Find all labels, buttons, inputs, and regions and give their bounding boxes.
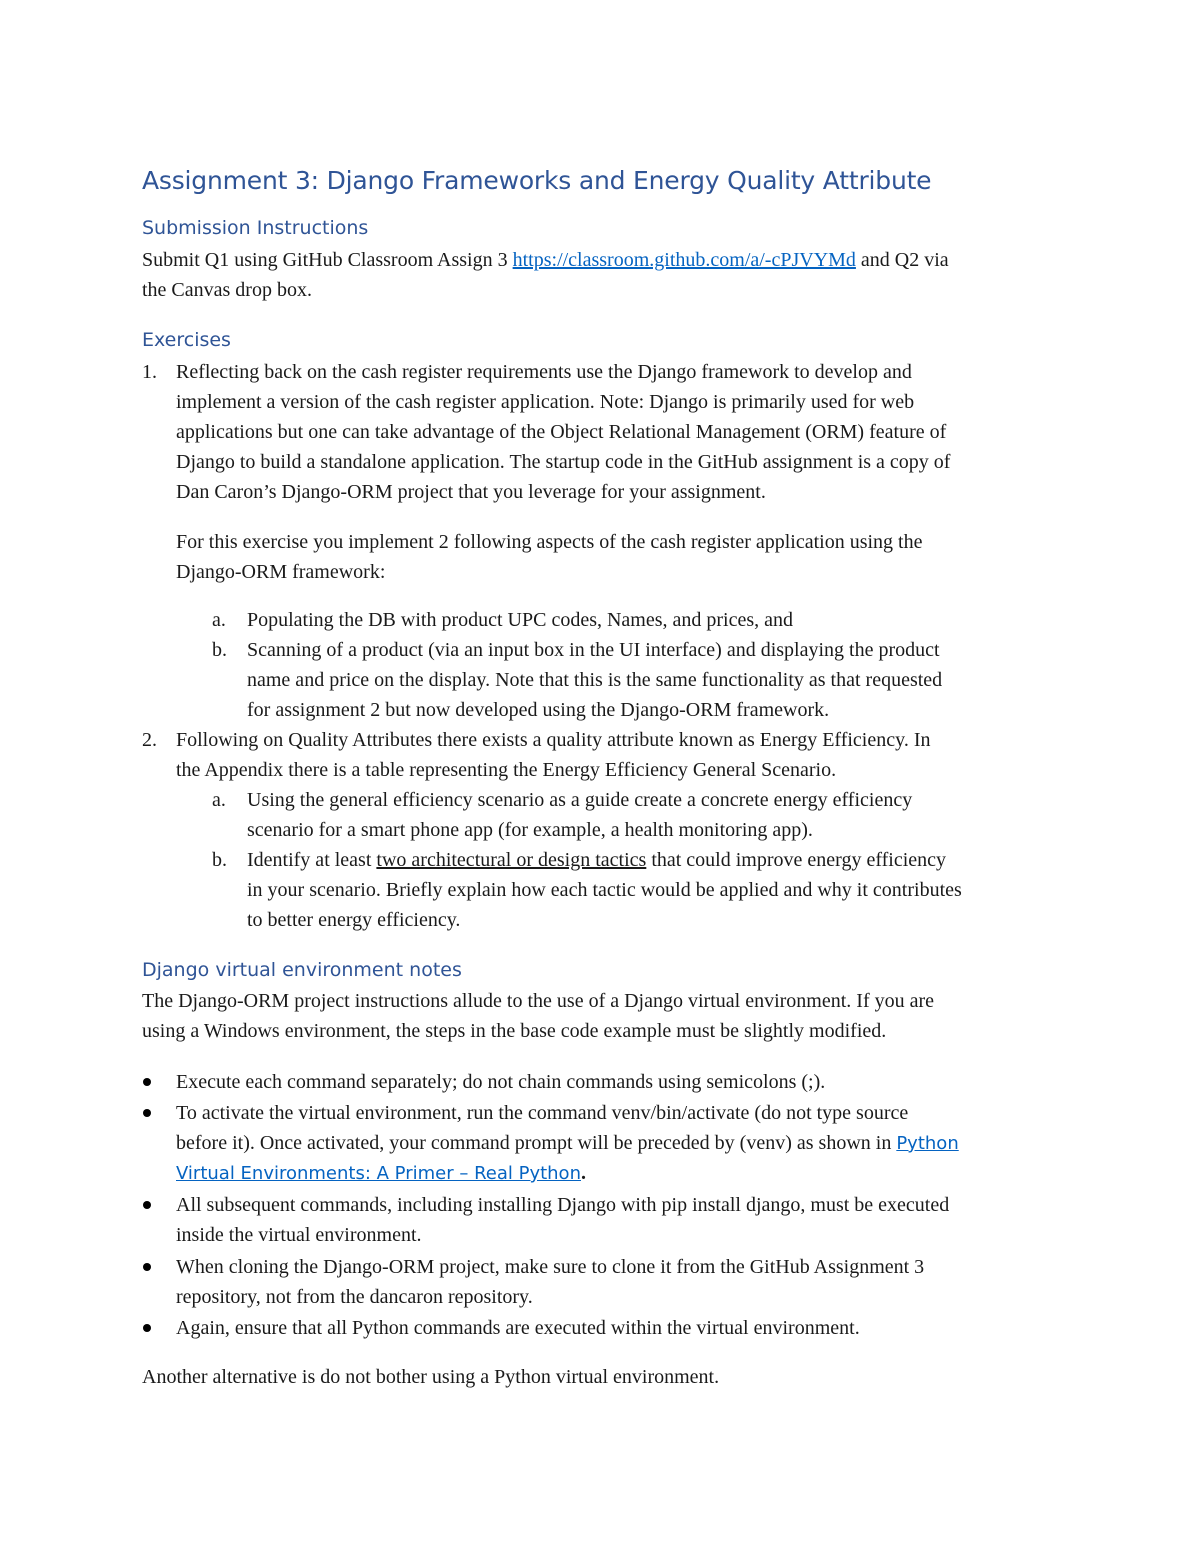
bullet-icon xyxy=(143,1201,151,1209)
submission-line2: the Canvas drop box. xyxy=(142,279,312,301)
classroom-link[interactable]: https://classroom.github.com/a/-cPJVYMd xyxy=(512,249,856,271)
text-line: scenario for a smart phone app (for example, a health monitoring app). xyxy=(247,819,813,841)
submission-paragraph xyxy=(142,245,1062,305)
text-line: Using the general efficiency scenario as a guide create a concrete energy efficiency xyxy=(247,789,913,811)
item2-number: 2. xyxy=(142,729,157,751)
text-line: All subsequent commands, including installing Django with pip install django, must be executed xyxy=(176,1194,950,1216)
text-line: When cloning the Django-ORM project, make sure to clone it from the GitHub Assignment 3 xyxy=(176,1256,925,1278)
text-line: The Django-ORM project instructions allude to the use of a Django virtual environment. If you are xyxy=(142,990,935,1012)
text-line: Execute each command separately; do not chain commands using semicolons (;). xyxy=(176,1071,826,1093)
text-line: in your scenario. Briefly explain how each tactic would be applied and why it contributes xyxy=(247,879,962,901)
bullet-icon xyxy=(143,1263,151,1271)
text-line: Django to build a standalone application. The startup code in the GitHub assignment is a copy of xyxy=(176,451,951,473)
item1-sub-b-letter: b. xyxy=(212,639,227,661)
text-line: implement a version of the cash register application. Note: Django is primarily used for web xyxy=(176,391,915,413)
text-line: repository, not from the dancaron repository. xyxy=(176,1286,533,1308)
text-line: Again, ensure that all Python commands are executed within the virtual environment. xyxy=(176,1317,860,1339)
bullet-icon xyxy=(143,1078,151,1086)
item1-sub-b-text xyxy=(247,635,942,725)
submission-heading: Submission Instructions xyxy=(142,217,369,239)
bullet5-text xyxy=(176,1313,860,1343)
bullet-icon xyxy=(143,1324,151,1332)
item2-sub-a-text xyxy=(247,785,912,845)
text-line: For this exercise you implement 2 following aspects of the cash register application using the xyxy=(176,531,923,553)
real-python-link[interactable]: Python xyxy=(896,1133,959,1154)
text-line: To activate the virtual environment, run the command venv/bin/activate (do not type source xyxy=(176,1102,909,1124)
text-fragment: . xyxy=(580,1162,586,1184)
bullet-icon xyxy=(143,1109,151,1117)
item2-sub-b-letter: b. xyxy=(212,849,227,871)
text-line: to better energy efficiency. xyxy=(247,909,461,931)
text-line: name and price on the display. Note that this is the same functionality as that requested xyxy=(247,669,943,691)
text-line: for assignment 2 but now developed using the Django-ORM framework. xyxy=(247,699,830,721)
item1-sub-a-letter: a. xyxy=(212,609,226,631)
venv-intro xyxy=(142,986,1062,1046)
text-fragment: Identify at least xyxy=(247,849,377,871)
text-line: Populating the DB with product UPC codes, Names, and prices, and xyxy=(247,609,794,631)
text-line: inside the virtual environment. xyxy=(176,1224,422,1246)
bullet3-text xyxy=(176,1190,949,1250)
text-line: Following on Quality Attributes there exists a quality attribute known as Energy Efficiency. In xyxy=(176,729,931,751)
item1-text xyxy=(176,357,950,507)
real-python-link-cont[interactable]: Virtual Environments: A Primer – Real Python xyxy=(176,1163,581,1184)
text-line: the Appendix there is a table representing the Energy Efficiency General Scenario. xyxy=(176,759,837,781)
venv-heading: Django virtual environment notes xyxy=(142,959,462,981)
text-line: Reflecting back on the cash register requirements use the Django framework to develop and xyxy=(176,361,912,383)
item1-number: 1. xyxy=(142,361,157,383)
closing-paragraph: Another alternative is do not bother using a Python virtual environment. xyxy=(142,1366,720,1388)
text-fragment: that could improve energy efficiency xyxy=(646,849,947,871)
item2-sub-b-text xyxy=(247,845,962,935)
submission-text: Submit Q1 using GitHub Classroom Assign 3 xyxy=(142,249,513,271)
item1-para2 xyxy=(176,527,922,587)
bullet2-text xyxy=(176,1098,959,1188)
item2-sub-a-letter: a. xyxy=(212,789,226,811)
text-fragment: before it). Once activated, your command prompt will be preceded by (venv) as shown in xyxy=(176,1132,897,1154)
text-line: Django-ORM framework: xyxy=(176,561,386,583)
underlined-phrase: two architectural or design tactics xyxy=(376,849,647,871)
exercises-heading: Exercises xyxy=(142,329,231,351)
text-line: Scanning of a product (via an input box in the UI interface) and displaying the product xyxy=(247,639,940,661)
item2-text xyxy=(176,725,930,785)
text-line: using a Windows environment, the steps in the base code example must be slightly modified. xyxy=(142,1020,887,1042)
bullet4-text xyxy=(176,1252,924,1312)
page-title: Assignment 3: Django Frameworks and Energy Quality Attribute xyxy=(142,166,932,195)
submission-text-after: and Q2 via xyxy=(855,249,949,271)
text-line: Dan Caron’s Django-ORM project that you leverage for your assignment. xyxy=(176,481,766,503)
bullet1-text xyxy=(176,1067,825,1097)
text-line: applications but one can take advantage of the Object Relational Management (ORM) feature of xyxy=(176,421,947,443)
item1-sub-a-text xyxy=(247,605,793,635)
